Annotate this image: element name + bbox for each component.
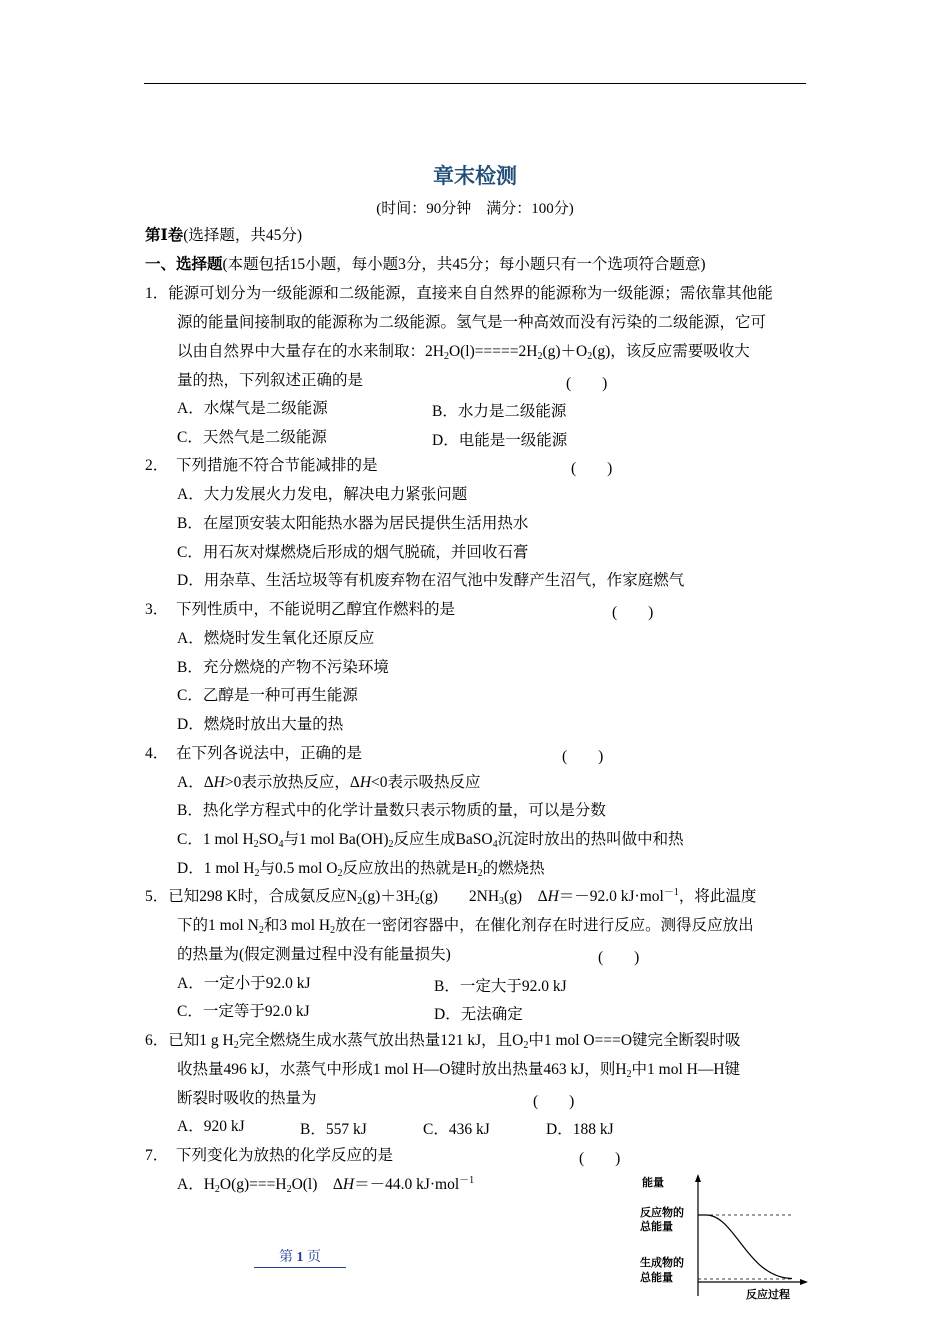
question-2-stem: 2． 下列措施不符合节能减排的是: [145, 457, 378, 474]
option-b: B．热化学方程式中的化学计量数只表示物质的量，可以是分数: [177, 802, 606, 819]
option-c: C．乙醇是一种可再生能源: [177, 687, 358, 704]
section-heading: 第Ⅰ卷(选择题，共45分): [145, 227, 303, 244]
question-6-line-1: 6．已知1 g $H_2$完全燃烧生成水蒸气放出热量121 kJ，且$O_2$中1 mol O===O键完全断裂时吸: [145, 1032, 741, 1051]
option-d: D．无法确定: [434, 1006, 523, 1023]
section-label: (选择题，共45分): [183, 227, 303, 244]
option-c: C．436 kJ: [423, 1121, 490, 1138]
question-1-line-4: 量的热，下列叙述正确的是: [177, 372, 364, 389]
option-d: D．用杂草、生活垃圾等有机废弃物在沼气池中发酵产生沼气，作家庭燃气: [177, 572, 685, 589]
x-axis-label: 反应过程: [746, 1288, 790, 1301]
page-number-link[interactable]: 第 1 页: [254, 1246, 346, 1268]
question-7-stem: 7． 下列变化为放热的化学反应的是: [145, 1147, 394, 1164]
product-label-line-1: 生成物的: [640, 1256, 684, 1269]
exam-info: (时间：90分钟 满分：100分): [376, 201, 574, 217]
question-3-stem: 3． 下列性质中，不能说明乙醇宜作燃料的是: [145, 601, 456, 618]
option-b: B．充分燃烧的产物不污染环境: [177, 659, 389, 676]
option-b: B．一定大于92.0 kJ: [434, 978, 567, 995]
option-a: A．水煤气是二级能源: [177, 400, 328, 417]
option-c: C．1 mol $H_2SO_4$与1 mol $Ba(OH)_2$反应生成BaSO$_4$沉淀时放出的热叫做中和热: [177, 831, 684, 850]
answer-blank: ( ): [579, 1150, 621, 1167]
option-d: D．电能是一级能源: [432, 432, 568, 449]
answer-blank: ( ): [598, 949, 640, 966]
option-a: A．一定小于92.0 kJ: [177, 975, 311, 992]
option-a: A．920 kJ: [177, 1118, 245, 1135]
answer-blank: ( ): [612, 604, 654, 621]
y-axis-label: 能量: [642, 1176, 664, 1189]
option-d: D．燃烧时放出大量的热: [177, 716, 344, 733]
answer-blank: ( ): [566, 375, 608, 392]
energy-diagram: [636, 1170, 812, 1304]
header-rule: [144, 83, 806, 84]
option-a: A．燃烧时发生氧化还原反应: [177, 630, 375, 647]
question-4-stem: 4． 在下列各说法中，正确的是: [145, 745, 363, 762]
question-1-line-1: 1．能源可划分为一级能源和二级能源，直接来自自然界的能源称为一级能源；需依靠其他能: [145, 285, 773, 302]
product-label-line-2: 总能量: [640, 1271, 673, 1284]
option-b: B．在屋顶安装太阳能热水器为居民提供生活用热水: [177, 515, 529, 532]
question-6-line-2: 收热量496 kJ，水蒸气中形成1 mol H—O键时放出热量463 kJ，则$H_2$中1 mol H—H键: [177, 1061, 741, 1080]
part-label: 一、选择题: [145, 256, 223, 273]
page-title: 章末检测: [433, 164, 517, 188]
option-a: A．ΔH>0表示放热反应，ΔH<0表示吸热反应: [177, 774, 481, 791]
question-5-line-2: 下的1 mol $N_2$和3 mol $H_2$放在一密闭容器中，在催化剂存在时进行反应。测得反应放出: [177, 917, 754, 936]
option-d: D．1 mol $H_2$与0.5 mol $O_2$反应放出的热就是$H_2$的燃烧热: [177, 860, 545, 879]
option-c: C．一定等于92.0 kJ: [177, 1003, 310, 1020]
option-c: C．天然气是二级能源: [177, 429, 327, 446]
answer-blank: ( ): [571, 460, 613, 477]
question-5-line-3: 的热量为(假定测量过程中没有能量损失): [177, 946, 451, 963]
reactant-label-line-1: 反应物的: [640, 1206, 684, 1219]
option-d: D．188 kJ: [546, 1121, 614, 1138]
option-a: A．$H_2O(g)===H_2O(l)$ ΔH＝－44.0 kJ·mol$^{-1}$: [177, 1175, 475, 1195]
option-b: B．557 kJ: [300, 1121, 367, 1138]
question-1-line-2: 源的能量间接制取的能源称为二级能源。氢气是一种高效而没有污染的二级能源，它可: [177, 314, 767, 331]
question-5-line-1: 5．已知298 K时，合成氨反应$N_2(g)+3H_2(g)$ $2NH_3(g)$ ΔH＝－92.0 kJ·mol$^{-1}$，将此温度: [145, 887, 757, 907]
option-a: A．大力发展火力发电，解决电力紧张问题: [177, 486, 468, 503]
answer-blank: ( ): [533, 1093, 575, 1110]
question-1-line-3: 以由自然界中大量存在的水来制取：$2H_2O(l)=====2H_2(g)+O_2(g)$，该反应需要吸收大: [177, 343, 750, 362]
option-c: C．用石灰对煤燃烧后形成的烟气脱硫，并回收石膏: [177, 544, 529, 561]
answer-blank: ( ): [562, 748, 604, 765]
option-b: B．水力是二级能源: [432, 403, 567, 420]
reactant-label-line-2: 总能量: [640, 1220, 673, 1233]
x-axis-arrow: [800, 1279, 808, 1285]
y-axis-arrow: [695, 1174, 701, 1182]
question-6-line-3: 断裂时吸收的热量为: [177, 1090, 317, 1107]
energy-curve: [698, 1215, 792, 1279]
part-heading: 一、选择题(本题包括15小题，每小题3分，共45分；每小题只有一个选项符合题意): [145, 256, 706, 273]
